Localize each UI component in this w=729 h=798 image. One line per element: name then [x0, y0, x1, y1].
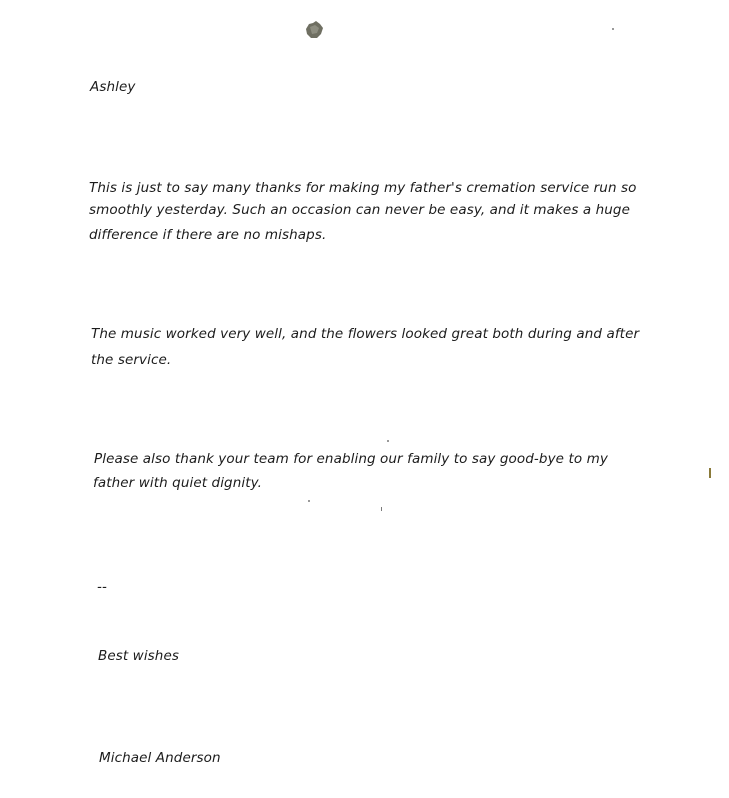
signature-name: Michael Anderson — [99, 750, 221, 766]
salutation: Ashley — [90, 79, 136, 95]
scan-speck — [308, 500, 310, 502]
paragraph-3-line-2: father with quiet dignity. — [93, 475, 263, 491]
scan-speck — [381, 507, 382, 511]
scan-edge-mark — [709, 468, 711, 478]
paragraph-3-line-1: Please also thank your team for enabling our family to say good-bye to my — [94, 451, 608, 467]
paragraph-1-line-2: smoothly yesterday. Such an occasion can never be easy, and it makes a huge — [89, 202, 630, 218]
paragraph-1-line-3: difference if there are no mishaps. — [89, 227, 327, 243]
paragraph-1-line-1: This is just to say many thanks for making my father's cremation service run so — [89, 180, 637, 196]
punch-hole-mark — [303, 20, 325, 40]
scan-speck — [612, 28, 614, 30]
scan-speck — [387, 440, 389, 442]
closing-text: Best wishes — [98, 648, 180, 664]
paragraph-2-line-2: the service. — [91, 352, 172, 368]
paragraph-2-line-1: The music worked very well, and the flowers looked great both during and after — [91, 326, 640, 342]
signature-separator: -- — [97, 579, 107, 595]
